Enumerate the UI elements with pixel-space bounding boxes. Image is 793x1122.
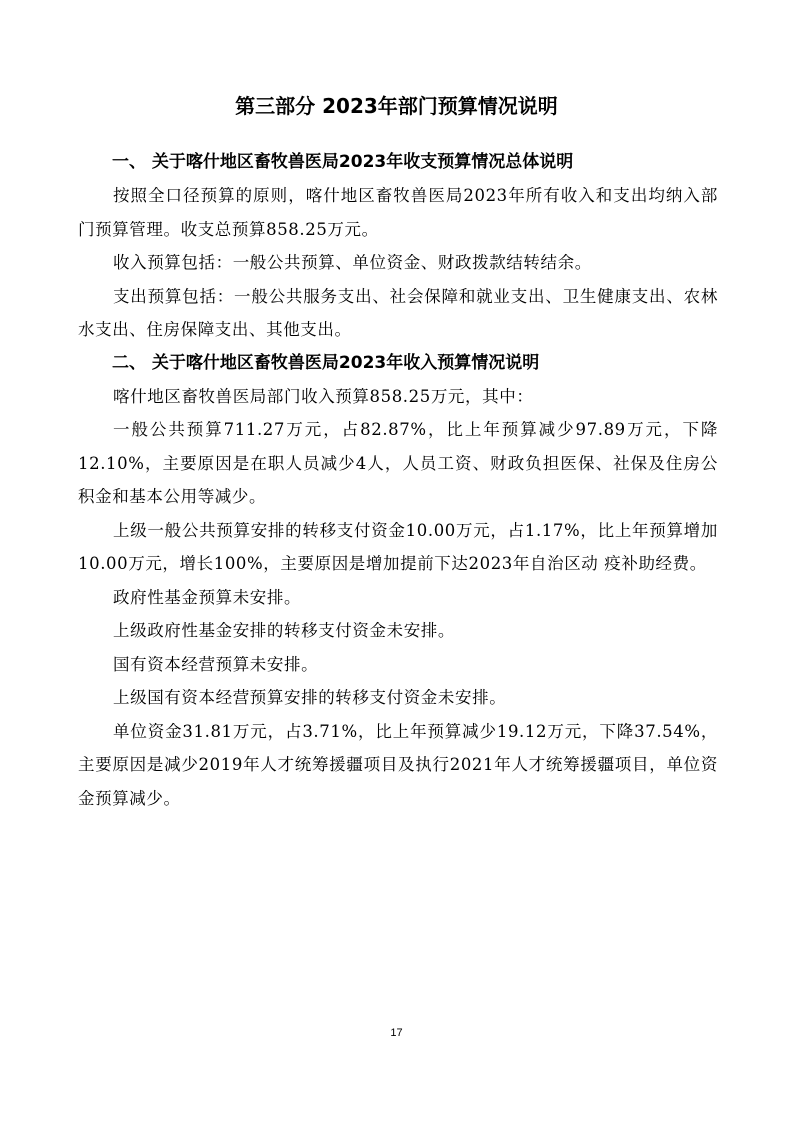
page-number: 17 bbox=[390, 1027, 403, 1039]
page-title: 第三部分 2023年部门预算情况说明 bbox=[235, 94, 558, 118]
section-2-paragraph-8: 单位资金31.81万元，占3.71%，比上年预算减少19.12万元，下降37.54%，主要原因是减少2019年人才统筹援疆项目及执行2021年人才统筹援疆项目，单位资金预算减少。 bbox=[78, 721, 718, 808]
section-1-paragraph-1: 按照全口径预算的原则，喀什地区畜牧兽医局2023年所有收入和支出均纳入部门预算管理。收支总预算858.25万元。 bbox=[78, 186, 718, 239]
section-2-heading: 二、 关于喀什地区畜牧兽医局2023年收入预算情况说明 bbox=[112, 352, 540, 373]
section-2-paragraph-3: 上级一般公共预算安排的转移支付资金10.00万元，占1.17%，比上年预算增加10.00万元，增长100%，主要原因是增加提前下达2023年自治区动 疫补助经费。 bbox=[78, 520, 718, 573]
section-1-heading: 一、 关于喀什地区畜牧兽医局2023年收支预算情况总体说明 bbox=[112, 152, 574, 172]
section-2-paragraph-1: 喀什地区畜牧兽医局部门收入预算858.25万元，其中： bbox=[113, 386, 534, 406]
section-2-paragraph-2: 一般公共预算711.27万元，占82.87%，比上年预算减少97.89万元，下降12.10%，主要原因是在职人员减少4人，人员工资、财政负担医保、社保及住房公积金和基本公用等减少。 bbox=[78, 420, 718, 506]
section-1-paragraph-3: 支出预算包括：一般公共服务支出、社会保障和就业支出、卫生健康支出、农林水支出、住房保障支出、其他支出。 bbox=[78, 286, 718, 339]
document-body bbox=[78, 146, 718, 815]
section-2-paragraph-7: 上级国有资本经营预算安排的转移支付资金未安排。 bbox=[113, 688, 507, 707]
section-2-paragraph-4: 政府性基金预算未安排。 bbox=[113, 587, 302, 607]
section-2-paragraph-6: 国有资本经营预算未安排。 bbox=[113, 654, 319, 674]
section-1-paragraph-2: 收入预算包括：一般公共预算、单位资金、财政拨款结转结余。 bbox=[113, 253, 592, 272]
section-2-paragraph-5: 上级政府性基金安排的转移支付资金未安排。 bbox=[113, 621, 455, 640]
